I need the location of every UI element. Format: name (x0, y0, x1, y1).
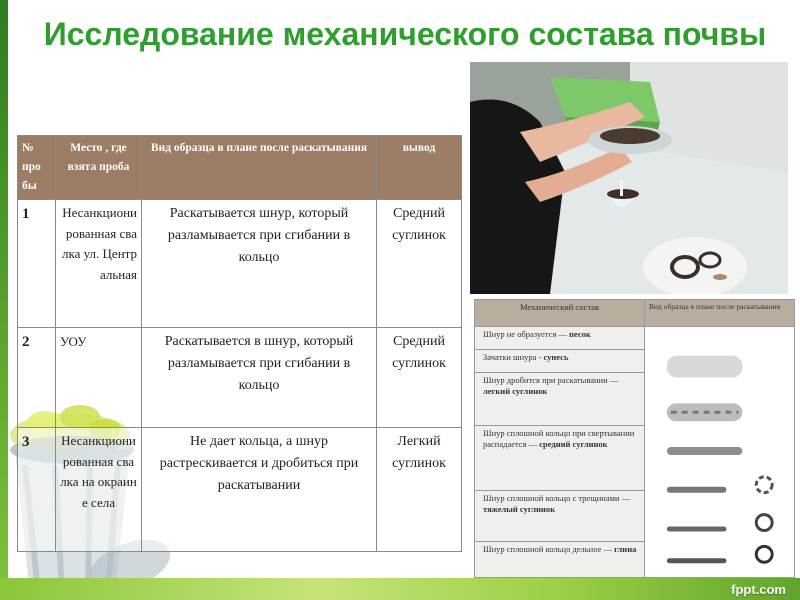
soil-experiment-photo (470, 62, 788, 294)
sample-description: Не дает кольца, а шнур растрескивается и дробиться при раскатывании (142, 428, 377, 552)
sample-conclusion: Легкий суглинок (377, 428, 462, 552)
table-row (18, 200, 462, 328)
ref-row-label: Шнур дробится при раскатывании — легкий суглинок (475, 373, 645, 426)
ref-row-result: супесь (543, 352, 569, 363)
header-sample-number: № про бы (18, 136, 56, 200)
footer-band (0, 578, 800, 600)
sample-place: Несанкционированная свалка на окраине села (56, 428, 142, 552)
sample-number: 1 (18, 200, 56, 328)
ref-row-label: Зачатки шнура - супесь (475, 350, 645, 373)
sample-place: УОУ (56, 328, 142, 428)
table-row (18, 428, 462, 552)
ref-row-result: глина (614, 544, 637, 555)
ref-row-label: Шнур сплошной кольцо с трещинами — тяжелый суглинок (475, 491, 645, 542)
sample-conclusion: Средний суглинок (377, 200, 462, 328)
brand-label: fppt.com (731, 582, 786, 597)
header-sample-view: Вид образца в плане после раскатывания (142, 136, 377, 200)
page-title: Исследование механического состава почвы (43, 16, 767, 52)
table-row (475, 327, 795, 350)
header-place: Место , где взята проба (56, 136, 142, 200)
sample-place: Несанкционированная свалка ул. Центральная (56, 200, 142, 328)
ref-row-result: легкий суглинок (483, 386, 548, 397)
sample-number: 3 (18, 428, 56, 552)
sample-conclusion: Средний суглинок (377, 328, 462, 428)
header-conclusion: вывод (377, 136, 462, 200)
soil-reference-table (474, 299, 795, 578)
ref-header-sample-view: Вид образца в плане после раскатывания (645, 300, 795, 327)
ref-row-label: Шнур сплошной кольцо при свертывании распадается — средний суглинок (475, 426, 645, 491)
ref-row-result: тяжелый суглинок (483, 504, 555, 515)
ref-row-result: песок (569, 329, 591, 339)
ref-header-composition: Механический состав (475, 300, 645, 327)
sample-description: Раскатывается шнур, который разламывается при сгибании в кольцо (142, 200, 377, 328)
table-row (18, 328, 462, 428)
soil-study-table (17, 135, 462, 552)
rolled-sample-illustrations (645, 327, 795, 578)
rolled-sample-drawings (645, 327, 794, 575)
ref-row-label: Шнур сплошной кольцо дельное — глина (475, 542, 645, 578)
ref-row-label: Шнур не образуется — песок (475, 327, 645, 350)
sample-number: 2 (18, 328, 56, 428)
sample-description: Раскатывается в шнур, который разламывается при сгибании в кольцо (142, 328, 377, 428)
ref-row-result: средний суглинок (539, 439, 608, 450)
